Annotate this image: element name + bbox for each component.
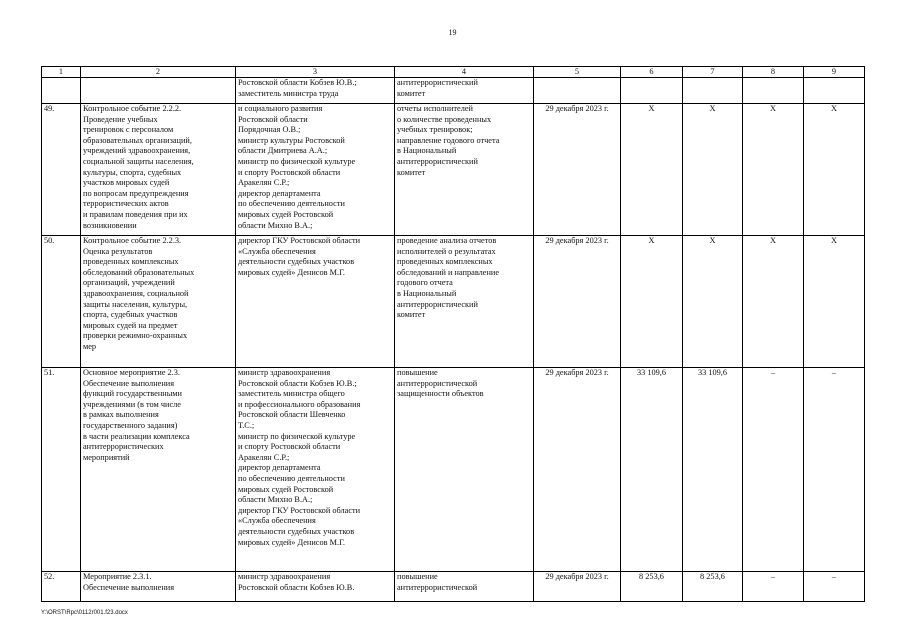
value-cell-c6 bbox=[621, 78, 683, 104]
cell-line: организаций, учреждений bbox=[83, 278, 175, 288]
responsible-cell bbox=[236, 78, 395, 104]
cell-line: годового отчета bbox=[397, 278, 453, 288]
event-cell bbox=[81, 104, 236, 236]
value-cell-c6: 8 253,6 bbox=[621, 572, 683, 602]
value-cell-c9: X bbox=[804, 236, 865, 368]
cell-line: здравоохранения, социальной bbox=[83, 288, 189, 298]
event-cell bbox=[81, 368, 236, 572]
cell-line: о количестве проведенных bbox=[397, 114, 492, 124]
cell-line: проведенных комплексных bbox=[83, 257, 179, 267]
cell-line: Ростовской области Кобзев Ю.В.; bbox=[238, 78, 357, 87]
cell-line: Ростовской области Шевченко bbox=[238, 410, 346, 420]
responsible-cell bbox=[236, 368, 395, 572]
cell-line: функций государственными bbox=[83, 389, 182, 399]
cell-line: Обеспечение выполнения bbox=[83, 378, 175, 388]
cell-line: обследований образовательных bbox=[83, 267, 195, 277]
header-cell: 4 bbox=[395, 67, 534, 78]
cell-line: террористических актов bbox=[83, 199, 169, 209]
cell-line: в Национальный bbox=[397, 288, 457, 298]
cell-line: социальной защиты населения, bbox=[83, 156, 194, 166]
responsible-cell bbox=[236, 236, 395, 368]
cell-line: области Михно В.А.; bbox=[238, 220, 313, 230]
row-number-cell: 49. bbox=[42, 104, 81, 236]
cell-line: заместитель министра труда bbox=[238, 88, 339, 98]
value-cell-c7: 33 109,6 bbox=[683, 368, 743, 572]
cell-line: области Михно В.А.; bbox=[238, 495, 313, 505]
row-number-cell: 52. bbox=[42, 572, 81, 602]
cell-line: директор ГКУ Ростовской области bbox=[238, 236, 361, 245]
cell-line: защиты населения, культуры, bbox=[83, 299, 188, 309]
cell-line: защищенности объектов bbox=[397, 389, 484, 399]
value-cell-c7: 8 253,6 bbox=[683, 572, 743, 602]
table-row bbox=[42, 368, 865, 572]
event-cell bbox=[81, 236, 236, 368]
cell-line: и правилам поведения при их bbox=[83, 209, 188, 219]
result-cell bbox=[395, 104, 534, 236]
value-cell-c7 bbox=[683, 78, 743, 104]
value-cell-c8: X bbox=[743, 236, 804, 368]
header-cell: 7 bbox=[683, 67, 743, 78]
cell-line: проверки режимно-охранных bbox=[83, 331, 188, 341]
cell-line: Контрольное событие 2.2.3. bbox=[83, 236, 182, 245]
cell-line: министр по физической культуре bbox=[238, 431, 356, 441]
cell-line: комитет bbox=[397, 88, 426, 98]
cell-line: директор департамента bbox=[238, 463, 321, 473]
cell-line: антитеррористической bbox=[397, 378, 478, 388]
cell-line: в части реализации комплекса bbox=[83, 431, 190, 441]
row-number-cell: 50. bbox=[42, 236, 81, 368]
cell-line: и социального развития bbox=[238, 104, 323, 113]
table-row bbox=[42, 104, 865, 236]
cell-line: Ростовской области Кобзев Ю.В. bbox=[238, 582, 355, 592]
cell-line: направление годового отчета bbox=[397, 135, 500, 145]
cell-line: Мероприятие 2.3.1. bbox=[83, 572, 152, 581]
cell-line: заместитель министра общего bbox=[238, 389, 345, 399]
value-cell-c6: 33 109,6 bbox=[621, 368, 683, 572]
cell-line: министр по физической культуре bbox=[238, 156, 356, 166]
cell-line: директор департамента bbox=[238, 188, 321, 198]
cell-line: мировых судей» Денисов М.Г. bbox=[238, 267, 346, 277]
cell-line: деятельности судебных участков bbox=[238, 526, 355, 536]
cell-line: Основное мероприятие 2.3. bbox=[83, 368, 180, 377]
table-header-row bbox=[42, 67, 865, 78]
cell-line: отчеты исполнителей bbox=[397, 104, 473, 113]
result-cell bbox=[395, 368, 534, 572]
cell-line: мероприятий bbox=[83, 452, 130, 462]
cell-line: мер bbox=[83, 341, 97, 351]
cell-line: министр культуры Ростовской bbox=[238, 135, 345, 145]
responsible-cell bbox=[236, 104, 395, 236]
value-cell-c9: – bbox=[804, 368, 865, 572]
header-cell: 2 bbox=[81, 67, 236, 78]
page-number: 19 bbox=[448, 28, 457, 37]
value-cell-c8: – bbox=[743, 368, 804, 572]
cell-line: «Служба обеспечения bbox=[238, 246, 316, 256]
cell-line: образовательных организаций, bbox=[83, 135, 192, 145]
cell-line: Аракелян С.Р.; bbox=[238, 452, 290, 462]
cell-line: мировых судей на предмет bbox=[83, 320, 178, 330]
result-cell bbox=[395, 78, 534, 104]
cell-line: Т.С.; bbox=[238, 420, 255, 430]
date-cell: 29 декабря 2023 г. bbox=[534, 572, 621, 602]
cell-line: в Национальный bbox=[397, 146, 457, 156]
cell-line: Ростовской области Кобзев Ю.В.; bbox=[238, 378, 357, 388]
result-cell bbox=[395, 236, 534, 368]
cell-line: деятельности судебных участков bbox=[238, 257, 355, 267]
cell-line: повышение bbox=[397, 368, 438, 377]
cell-line: и профессионального образования bbox=[238, 399, 361, 409]
cell-line: директор ГКУ Ростовской области bbox=[238, 505, 361, 515]
header-cell: 3 bbox=[236, 67, 395, 78]
cell-line: антитеррористический bbox=[397, 156, 478, 166]
cell-line: антитеррористической bbox=[397, 582, 478, 592]
cell-line: «Служба обеспечения bbox=[238, 516, 316, 526]
cell-line: обследований и направление bbox=[397, 267, 500, 277]
cell-line: антитеррористических bbox=[83, 442, 164, 452]
value-cell-c6: X bbox=[621, 236, 683, 368]
date-cell: 29 декабря 2023 г. bbox=[534, 104, 621, 236]
cell-line: антитеррористический bbox=[397, 78, 478, 87]
cell-line: антитеррористический bbox=[397, 299, 478, 309]
cell-line: министр здравоохранения bbox=[238, 368, 331, 377]
cell-line: спорта, судебных участков bbox=[83, 310, 178, 320]
value-cell-c9 bbox=[804, 78, 865, 104]
cell-line: Обеспечение выполнения bbox=[83, 582, 175, 592]
table-row bbox=[42, 572, 865, 602]
file-path-footer: Y:\ORST\Rpc\0112r001.f23.docx bbox=[41, 610, 128, 616]
cell-line: по обеспечению деятельности bbox=[238, 199, 345, 209]
header-cell: 1 bbox=[42, 67, 81, 78]
cell-line: проведение анализа отчетов bbox=[397, 236, 497, 245]
cell-line: мировых судей» Денисов М.Г. bbox=[238, 537, 346, 547]
cell-line: проведенных комплексных bbox=[397, 257, 493, 267]
cell-line: Ростовской области bbox=[238, 114, 308, 124]
event-cell bbox=[81, 78, 236, 104]
cell-line: возникновении bbox=[83, 220, 137, 230]
value-cell-c9: – bbox=[804, 572, 865, 602]
cell-line: по вопросам предупреждения bbox=[83, 188, 189, 198]
plan-table bbox=[41, 66, 865, 602]
cell-line: Проведение учебных bbox=[83, 114, 158, 124]
cell-line: государственного задания) bbox=[83, 420, 178, 430]
value-cell-c8 bbox=[743, 78, 804, 104]
cell-line: и спорту Ростовской области bbox=[238, 442, 341, 452]
responsible-cell bbox=[236, 572, 395, 602]
date-cell: 29 декабря 2023 г. bbox=[534, 236, 621, 368]
header-cell: 8 bbox=[743, 67, 804, 78]
cell-line: мировых судей Ростовской bbox=[238, 484, 334, 494]
event-cell bbox=[81, 572, 236, 602]
cell-line: Контрольное событие 2.2.2. bbox=[83, 104, 182, 113]
cell-line: тренировок с персоналом bbox=[83, 125, 174, 135]
header-cell: 6 bbox=[621, 67, 683, 78]
cell-line: культуры, спорта, судебных bbox=[83, 167, 182, 177]
value-cell-c8: – bbox=[743, 572, 804, 602]
cell-line: учреждений здравоохранения, bbox=[83, 146, 191, 156]
cell-line: исполнителей о результатах bbox=[397, 246, 496, 256]
cell-line: министр здравоохранения bbox=[238, 572, 331, 581]
header-cell: 5 bbox=[534, 67, 621, 78]
table-row bbox=[42, 236, 865, 368]
value-cell-c7: X bbox=[683, 236, 743, 368]
cell-line: мировых судей Ростовской bbox=[238, 209, 334, 219]
table-row bbox=[42, 78, 865, 104]
cell-line: комитет bbox=[397, 167, 426, 177]
value-cell-c8: X bbox=[743, 104, 804, 236]
cell-line: участков мировых судей bbox=[83, 178, 170, 188]
value-cell-c7: X bbox=[683, 104, 743, 236]
value-cell-c6: X bbox=[621, 104, 683, 236]
cell-line: Порядочная О.В.; bbox=[238, 125, 301, 135]
result-cell bbox=[395, 572, 534, 602]
date-cell: 29 декабря 2023 г. bbox=[534, 368, 621, 572]
cell-line: области Дмитриева А.А.; bbox=[238, 146, 328, 156]
cell-line: комитет bbox=[397, 310, 426, 320]
cell-line: по обеспечению деятельности bbox=[238, 473, 345, 483]
date-cell bbox=[534, 78, 621, 104]
header-cell: 9 bbox=[804, 67, 865, 78]
row-number-cell: 51. bbox=[42, 368, 81, 572]
cell-line: учреждениями (в том числе bbox=[83, 399, 181, 409]
value-cell-c9: X bbox=[804, 104, 865, 236]
cell-line: повышение bbox=[397, 572, 438, 581]
cell-line: учебных тренировок; bbox=[397, 125, 473, 135]
cell-line: Аракелян С.Р.; bbox=[238, 178, 290, 188]
cell-line: и спорту Ростовской области bbox=[238, 167, 341, 177]
row-number-cell bbox=[42, 78, 81, 104]
cell-line: Оценка результатов bbox=[83, 246, 153, 256]
cell-line: в рамках выполнения bbox=[83, 410, 159, 420]
